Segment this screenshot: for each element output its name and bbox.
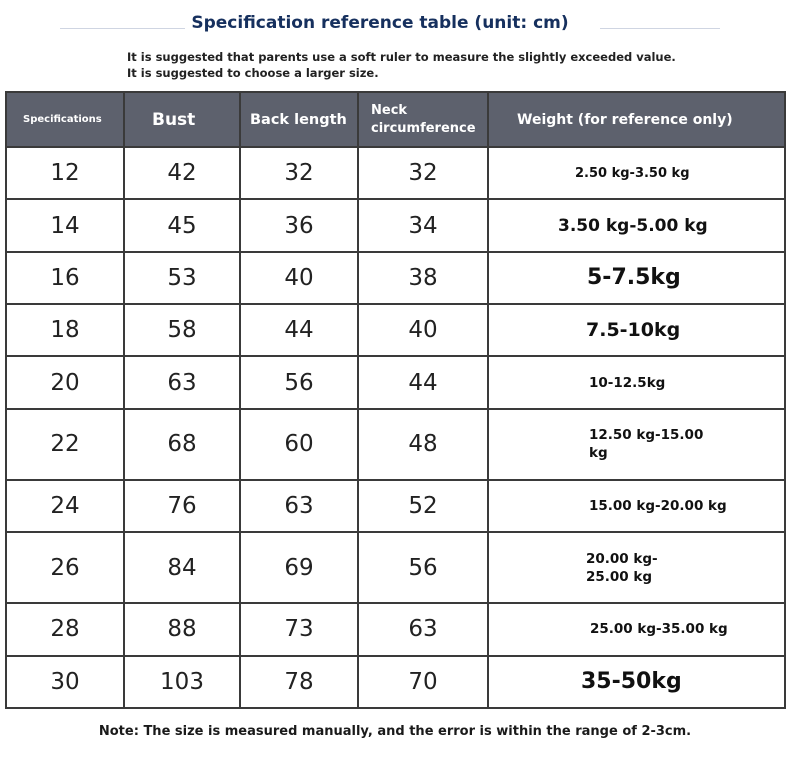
cell-back-length: 56 [240,356,358,408]
cell-neck: 32 [358,147,488,199]
table-row [6,252,785,304]
cell-weight: 35-50kg [488,656,785,708]
cell-weight: 7.5-10kg [488,304,785,356]
cell-back-length: 69 [240,532,358,603]
cell-neck: 48 [358,409,488,480]
cell-back-length: 44 [240,304,358,356]
table-row [6,304,785,356]
measurement-advice: It is suggested that parents use a soft ruler to measure the slightly exceeded value. It is suggested to choose a larger size. [127,50,676,80]
cell-weight: 10-12.5kg [488,356,785,408]
header-back-length: Back length [240,92,358,147]
table-row [6,480,785,532]
cell-neck: 52 [358,480,488,532]
cell-bust: 84 [124,532,240,603]
cell-bust: 88 [124,603,240,655]
cell-neck: 56 [358,532,488,603]
cell-spec: 26 [6,532,124,603]
cell-spec: 28 [6,603,124,655]
header-weight: Weight (for reference only) [488,92,785,147]
cell-spec: 18 [6,304,124,356]
cell-weight: 12.50 kg-15.00 kg [488,409,785,480]
table-row [6,356,785,408]
table-row [6,532,785,603]
cell-bust: 63 [124,356,240,408]
cell-spec: 30 [6,656,124,708]
cell-weight: 3.50 kg-5.00 kg [488,199,785,251]
cell-back-length: 40 [240,252,358,304]
cell-bust: 58 [124,304,240,356]
cell-neck: 44 [358,356,488,408]
size-spec-table [5,91,786,709]
cell-back-length: 78 [240,656,358,708]
cell-spec: 16 [6,252,124,304]
cell-back-length: 36 [240,199,358,251]
table-row [6,147,785,199]
measurement-note: Note: The size is measured manually, and the error is within the range of 2-3cm. [98,724,692,739]
cell-back-length: 32 [240,147,358,199]
table-row [6,603,785,655]
table-row [6,656,785,708]
table-row [6,199,785,251]
cell-weight: 5-7.5kg [488,252,785,304]
cell-bust: 53 [124,252,240,304]
header-neck-circumference: Neck circumference [358,92,488,147]
cell-neck: 38 [358,252,488,304]
cell-spec: 20 [6,356,124,408]
cell-spec: 12 [6,147,124,199]
cell-neck: 34 [358,199,488,251]
cell-spec: 14 [6,199,124,251]
cell-spec: 22 [6,409,124,480]
page-title: Specification reference table (unit: cm) [191,13,569,33]
header-specifications: Specifications [6,92,124,147]
cell-weight: 15.00 kg-20.00 kg [488,480,785,532]
table-row [6,409,785,480]
cell-bust: 76 [124,480,240,532]
cell-back-length: 73 [240,603,358,655]
cell-bust: 103 [124,656,240,708]
cell-back-length: 63 [240,480,358,532]
cell-bust: 45 [124,199,240,251]
cell-bust: 42 [124,147,240,199]
cell-back-length: 60 [240,409,358,480]
cell-weight: 2.50 kg-3.50 kg [488,147,785,199]
cell-neck: 40 [358,304,488,356]
cell-spec: 24 [6,480,124,532]
cell-weight: 25.00 kg-35.00 kg [488,603,785,655]
cell-weight: 20.00 kg-25.00 kg [488,532,785,603]
cell-bust: 68 [124,409,240,480]
cell-neck: 70 [358,656,488,708]
table-header-row [6,92,785,147]
header-bust: Bust [124,92,240,147]
cell-neck: 63 [358,603,488,655]
